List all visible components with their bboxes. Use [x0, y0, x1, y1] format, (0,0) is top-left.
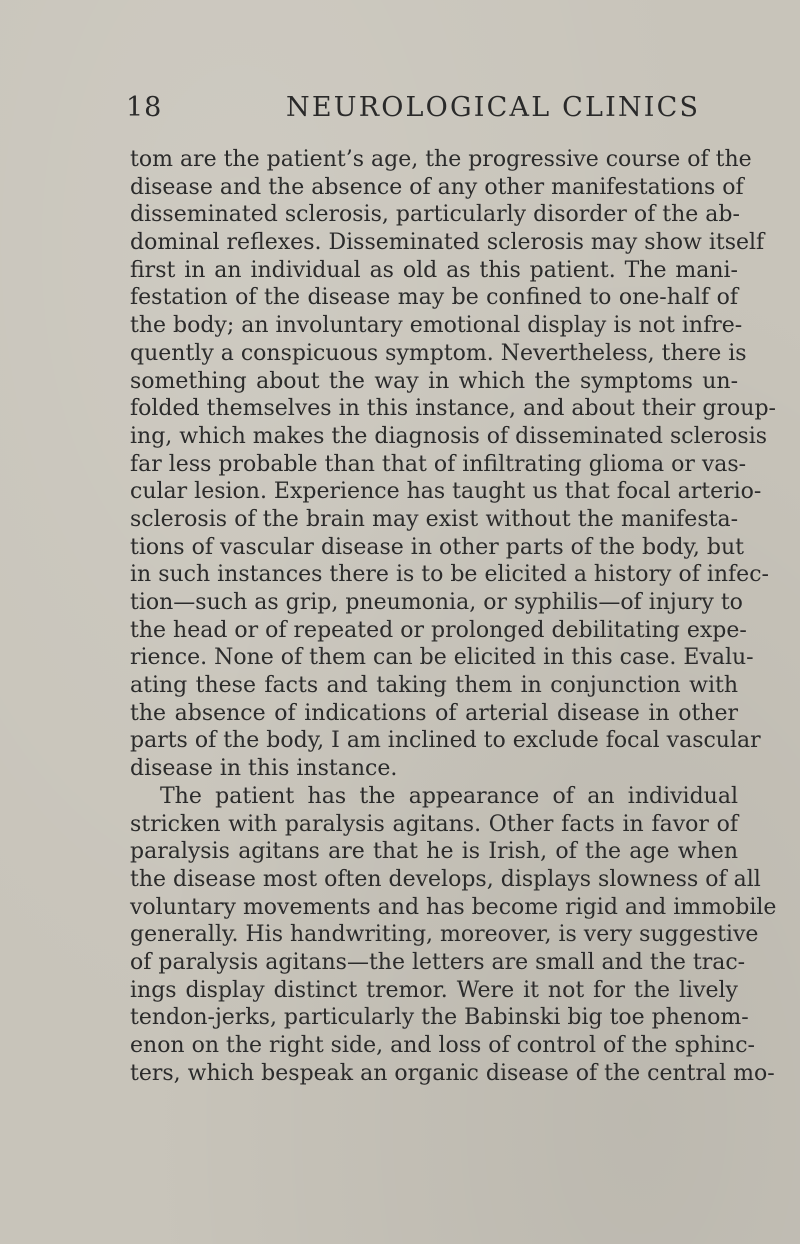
text-line: disseminated sclerosis, particularly disorder of the ab- — [130, 202, 740, 228]
text-line: generally. His handwriting, moreover, is very suggestive — [130, 922, 759, 948]
text-line: tion—such as grip, pneumonia, or syphilis—of injury to — [130, 590, 743, 615]
text-line: tions of vascular disease in other parts of the body, but — [130, 534, 745, 560]
text-line: the body; an involuntary emotional display is not infre- — [130, 313, 743, 339]
text-line: ters, which bespeak an organic disease of the central mo- — [130, 1060, 775, 1086]
text-line: something about the way in which the symptoms un- — [130, 368, 738, 394]
text-line: the head or of repeated or prolonged debilitating expe- — [130, 617, 747, 643]
text-line: ating these facts and taking them in conjunction with — [130, 673, 738, 699]
text-line: rience. None of them can be elicited in this case. Evalu- — [130, 645, 754, 671]
text-line: tom are the patient’s age, the progressive course of the — [130, 147, 752, 172]
text-line: cular lesion. Experience has taught us that focal arterio- — [130, 479, 762, 505]
page-number: 18 — [126, 92, 163, 123]
text-line: ing, which makes the diagnosis of disseminated sclerosis — [130, 423, 768, 449]
text-line: parts of the body, I am inclined to exclude focal vascular — [130, 728, 761, 754]
text-line: paralysis agitans are that he is Irish, of the age when — [130, 839, 738, 865]
text-line: dominal reflexes. Disseminated sclerosis may show itself — [130, 230, 765, 256]
paragraph-end-line: disease in this instance. — [130, 756, 398, 782]
text-line: sclerosis of the brain may exist without the manifesta- — [130, 506, 738, 532]
paragraph-start-line: The patient has the appearance of an individual — [160, 783, 738, 809]
text-line: tendon-jerks, particularly the Babinski big toe phenom- — [130, 1005, 749, 1031]
text-line: first in an individual as old as this patient. The mani- — [130, 257, 738, 283]
text-line: the absence of indications of arterial disease in other — [130, 700, 738, 726]
text-line: voluntary movements and has become rigid and immobile — [130, 894, 777, 920]
text-line: enon on the right side, and loss of control of the sphinc- — [130, 1033, 755, 1058]
text-line: in such instances there is to be elicited a history of infec- — [130, 562, 769, 588]
text-line: disease and the absence of any other manifestations of — [130, 174, 744, 200]
text-line: of paralysis agitans—the letters are small and the trac- — [130, 949, 746, 975]
text-line: quently a conspicuous symptom. Nevertheless, there is — [130, 340, 747, 366]
page-header — [126, 92, 746, 132]
text-line: far less probable than that of infiltrating glioma or vas- — [130, 451, 747, 477]
text-line: festation of the disease may be confined to one-half of — [130, 285, 738, 311]
text-line: the disease most often develops, displays slowness of all — [130, 866, 761, 892]
text-line: folded themselves in this instance, and about their group- — [130, 396, 776, 422]
text-line: ings display distinct tremor. Were it not for the lively — [130, 977, 738, 1003]
text-line: stricken with paralysis agitans. Other facts in favor of — [130, 811, 738, 837]
running-title: NEUROLOGICAL CLINICS — [286, 92, 701, 123]
body-text — [130, 146, 777, 1087]
